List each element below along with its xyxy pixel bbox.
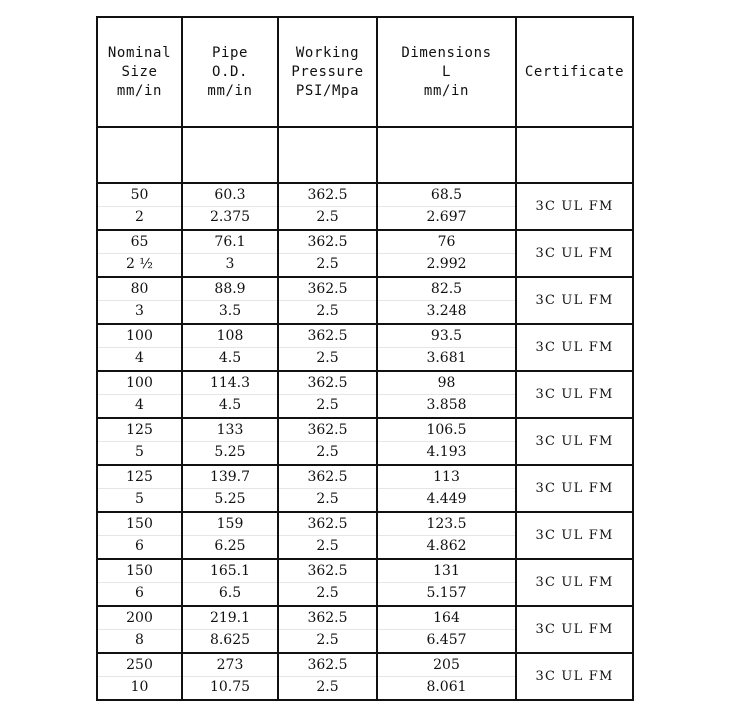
cell-value-psi: 362.5 [279,514,376,536]
column-header-line: Certificate [524,63,625,80]
cell-value-in: 4.862 [426,538,467,554]
table-row [97,371,633,418]
cell-working-pressure [278,465,377,512]
cell-value-in: 4.5 [218,350,242,366]
table-row [97,277,633,324]
cell-value-psi: 362.5 [279,561,376,583]
cell-pipe-od [182,465,278,512]
column-header-line: Pipe [211,44,249,61]
cell-value-mpa: 2.5 [316,350,339,366]
cell-value-in: 10 [130,679,149,695]
column-header-working-pressure [278,17,377,127]
table-row [97,465,633,512]
cell-value-in: 4.193 [426,444,467,460]
cell-value-mm: 108 [183,326,277,348]
cell-value-mm: 100 [98,326,181,348]
cell-value-mm: 219.1 [183,608,277,630]
blank-cell [97,127,182,183]
cell-value-in: 8 [135,632,144,648]
cell-value-mm: 82.5 [378,279,515,301]
cell-pipe-od [182,371,278,418]
cell-value-mm: 123.5 [378,514,515,536]
cell-value-in: 5 [135,444,144,460]
cell-value-in: 5.25 [214,491,246,507]
table-row [97,418,633,465]
column-header-certificate [516,17,633,127]
cell-nominal-size [97,183,182,230]
cell-value-in: 4 [135,397,144,413]
cell-working-pressure [278,512,377,559]
blank-cell [182,127,278,183]
cell-pipe-od [182,606,278,653]
cell-dimensions-l [377,653,516,700]
cell-pipe-od [182,277,278,324]
cell-nominal-size [97,559,182,606]
table-header [97,17,633,127]
cell-nominal-size [97,324,182,371]
cell-certificate: 3C UL FM [516,512,633,559]
cell-pipe-od [182,512,278,559]
cell-dimensions-l [377,230,516,277]
blank-cell [516,127,633,183]
cell-dimensions-l [377,371,516,418]
cell-value-mpa: 2.5 [316,491,339,507]
cell-certificate: 3C UL FM [516,465,633,512]
cell-dimensions-l [377,606,516,653]
spec-table-container [96,16,632,701]
cell-nominal-size [97,465,182,512]
cell-dimensions-l [377,324,516,371]
cell-pipe-od [182,653,278,700]
column-header-nominal-size [97,17,182,127]
blank-spacer-row [97,127,633,183]
cell-value-psi: 362.5 [279,420,376,442]
cell-value-mm: 50 [98,185,181,207]
cell-dimensions-l [377,465,516,512]
cell-nominal-size [97,653,182,700]
cell-value-mm: 80 [98,279,181,301]
cell-value-in: 5.157 [426,585,467,601]
cell-value-mm: 125 [98,420,181,442]
column-header-line: Dimensions [401,44,492,61]
cell-nominal-size [97,512,182,559]
cell-value-mm: 68.5 [378,185,515,207]
cell-certificate: 3C UL FM [516,371,633,418]
cell-value-in: 3.681 [426,350,467,366]
blank-cell [377,127,516,183]
cell-value-psi: 362.5 [279,279,376,301]
cell-value-psi: 362.5 [279,608,376,630]
cell-dimensions-l [377,512,516,559]
table-row [97,606,633,653]
cell-value-in: 2.992 [426,256,467,272]
cell-value-in: 3.248 [426,303,467,319]
column-header-line: O.D. [211,63,249,80]
cell-nominal-size [97,371,182,418]
cell-nominal-size [97,418,182,465]
cell-working-pressure [278,653,377,700]
column-header-line: L [441,63,452,80]
column-header-line: Nominal [107,44,172,61]
cell-nominal-size [97,230,182,277]
cell-value-mm: 65 [98,232,181,254]
cell-value-mm: 133 [183,420,277,442]
cell-value-mm: 139.7 [183,467,277,489]
table-row [97,183,633,230]
cell-working-pressure [278,230,377,277]
cell-value-in: 4.449 [426,491,467,507]
cell-pipe-od [182,324,278,371]
cell-nominal-size [97,277,182,324]
cell-value-mm: 88.9 [183,279,277,301]
column-header-line: mm/in [207,82,253,99]
cell-working-pressure [278,324,377,371]
cell-certificate: 3C UL FM [516,653,633,700]
cell-value-mm: 131 [378,561,515,583]
cell-working-pressure [278,183,377,230]
cell-value-in: 2 [135,209,144,225]
cell-value-mm: 273 [183,655,277,677]
pipe-coupling-spec-table [96,16,634,701]
cell-value-mm: 250 [98,655,181,677]
column-header-line: Pressure [291,63,364,80]
cell-value-in: 10.75 [209,679,251,695]
cell-value-mm: 76 [378,232,515,254]
cell-value-in: 8.061 [426,679,467,695]
column-header-line: mm/in [116,82,163,99]
table-row [97,559,633,606]
blank-cell [278,127,377,183]
cell-value-in: 3.858 [426,397,467,413]
cell-dimensions-l [377,559,516,606]
cell-dimensions-l [377,418,516,465]
cell-value-mm: 60.3 [183,185,277,207]
cell-certificate: 3C UL FM [516,418,633,465]
column-header-line: Working [295,44,360,61]
cell-value-in: 5 [135,491,144,507]
cell-working-pressure [278,559,377,606]
cell-value-mm: 93.5 [378,326,515,348]
cell-value-in: 6.457 [426,632,467,648]
cell-certificate: 3C UL FM [516,324,633,371]
cell-value-mm: 76.1 [183,232,277,254]
cell-value-mm: 150 [98,561,181,583]
cell-nominal-size [97,606,182,653]
cell-dimensions-l [377,183,516,230]
cell-working-pressure [278,371,377,418]
cell-value-mm: 159 [183,514,277,536]
column-header-line: Size [121,63,158,80]
cell-pipe-od [182,559,278,606]
table-row [97,324,633,371]
cell-value-in: 3.5 [218,303,242,319]
cell-value-psi: 362.5 [279,373,376,395]
column-header-pipe-od [182,17,278,127]
header-row [97,17,633,127]
column-header-line: mm/in [423,82,470,99]
column-header-line: PSI/Mpa [295,82,360,99]
cell-value-mm: 205 [378,655,515,677]
cell-dimensions-l [377,277,516,324]
cell-value-in: 2 ½ [126,256,153,272]
cell-value-mpa: 2.5 [316,397,339,413]
cell-certificate: 3C UL FM [516,230,633,277]
cell-value-psi: 362.5 [279,655,376,677]
cell-pipe-od [182,230,278,277]
cell-certificate: 3C UL FM [516,277,633,324]
table-row [97,512,633,559]
cell-certificate: 3C UL FM [516,183,633,230]
table-row [97,653,633,700]
cell-value-in: 6.25 [214,538,246,554]
cell-certificate: 3C UL FM [516,559,633,606]
cell-value-in: 2.697 [426,209,467,225]
cell-value-mpa: 2.5 [316,538,339,554]
cell-value-in: 2.375 [209,209,251,225]
cell-value-in: 6.5 [218,585,242,601]
cell-value-mm: 113 [378,467,515,489]
table-body [97,127,633,700]
cell-value-in: 8.625 [209,632,251,648]
cell-value-mm: 98 [378,373,515,395]
table-row [97,230,633,277]
cell-value-mm: 114.3 [183,373,277,395]
cell-pipe-od [182,418,278,465]
cell-working-pressure [278,277,377,324]
cell-value-mm: 164 [378,608,515,630]
cell-working-pressure [278,606,377,653]
cell-value-psi: 362.5 [279,467,376,489]
cell-value-mpa: 2.5 [316,209,339,225]
cell-value-mpa: 2.5 [316,256,339,272]
cell-value-in: 4.5 [218,397,242,413]
cell-value-in: 4 [135,350,144,366]
cell-value-mm: 106.5 [378,420,515,442]
cell-value-mm: 165.1 [183,561,277,583]
cell-value-mpa: 2.5 [316,444,339,460]
cell-value-in: 3 [225,256,235,272]
cell-certificate: 3C UL FM [516,606,633,653]
cell-value-in: 6 [135,585,144,601]
cell-value-in: 5.25 [214,444,246,460]
cell-value-mpa: 2.5 [316,303,339,319]
cell-pipe-od [182,183,278,230]
cell-value-psi: 362.5 [279,326,376,348]
cell-working-pressure [278,418,377,465]
cell-value-mpa: 2.5 [316,585,339,601]
column-header-dimensions-l [377,17,516,127]
cell-value-psi: 362.5 [279,232,376,254]
cell-value-mpa: 2.5 [316,679,339,695]
cell-value-mm: 125 [98,467,181,489]
cell-value-mpa: 2.5 [316,632,339,648]
cell-value-psi: 362.5 [279,185,376,207]
cell-value-in: 6 [135,538,144,554]
cell-value-mm: 150 [98,514,181,536]
cell-value-mm: 200 [98,608,181,630]
cell-value-mm: 100 [98,373,181,395]
cell-value-in: 3 [135,303,144,319]
